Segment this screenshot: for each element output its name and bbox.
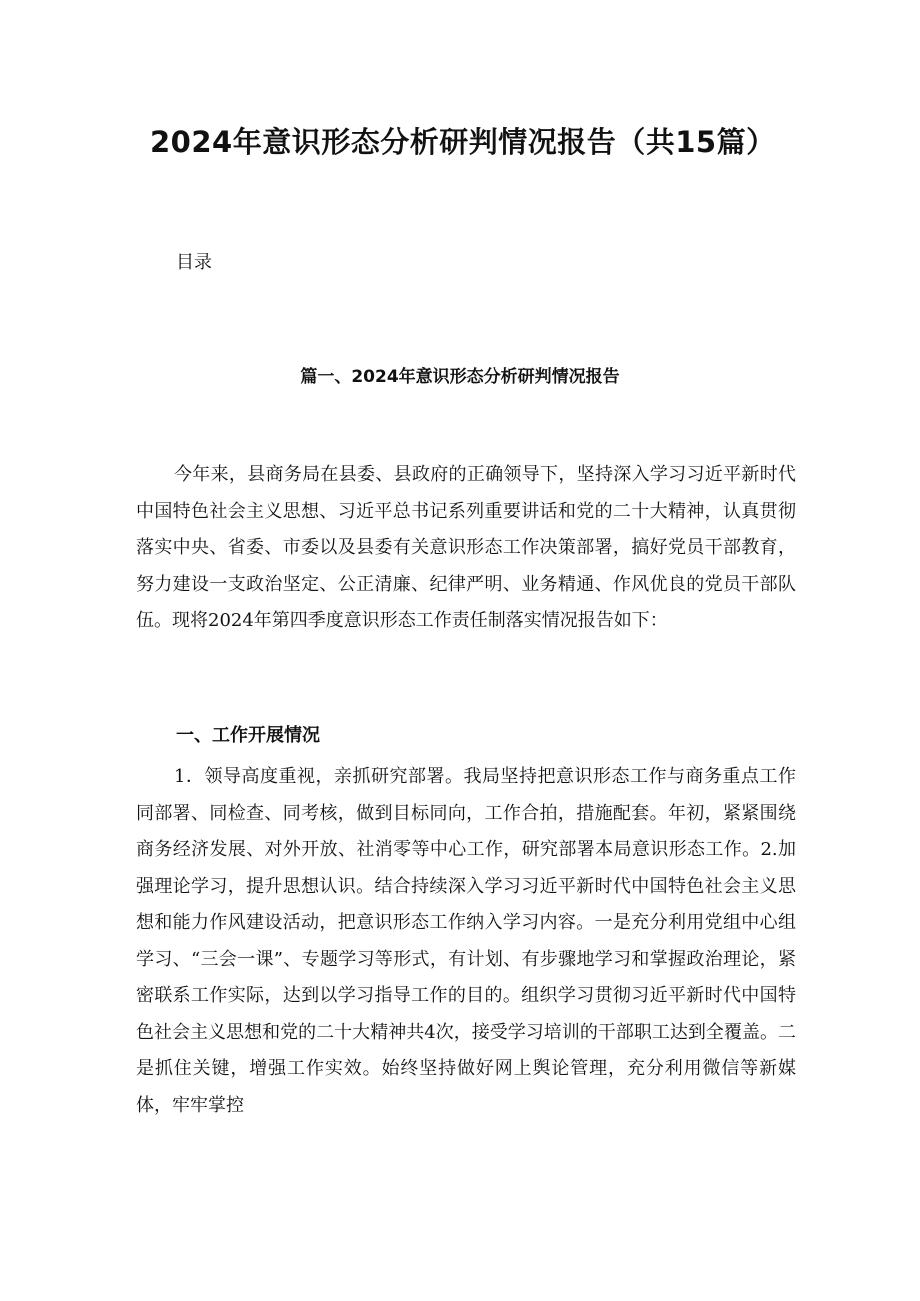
document-title: 2024年意识形态分析研判情况报告（共15篇） <box>150 125 776 159</box>
section-heading: 一、工作开展情况 <box>176 725 320 746</box>
section-paragraph: 1．领导高度重视，亲抓研究部署。我局坚持把意识形态工作与商务重点工作同部署、同检查、同考核，做到目标同向，工作合拍，措施配套。年初，紧紧围绕商务经济发展、对外开放、社消零等中心工作，研究部署本局意识形态工作。2.加强理论学习，提升思想认识。结合持续深入学习习近平新时代中国特色社会主义思想和能力作风建设活动，把意识形态工作纳入学习内容。一是充分利用党组中心组学习、“三会一课”、专题学习等形式，有计划、有步骤地学习和掌握政治理论，紧密联系工作实际，达到以学习指导工作的目的。组织学习贯彻习近平新时代中国特色社会主义思想和党的二十大精神共4次，接受学习培训的干部职工达到全覆盖。二是抓住关键，增强工作实效。始终坚持做好网上舆论管理，充分利用微信等新媒体，牢牢掌控 <box>136 766 796 1116</box>
intro-paragraph: 今年来，县商务局在县委、县政府的正确领导下，坚持深入学习习近平新时代中国特色社会主义思想、习近平总书记系列重要讲话和党的二十大精神，认真贯彻落实中央、省委、市委以及县委有关意识形态工作决策部署，搞好党员干部教育，努力建设一支政治坚定、公正清廉、纪律严明、业务精通、作风优良的党员干部队伍。现将2024年第四季度意识形态工作责任制落实情况报告如下： <box>136 464 796 631</box>
table-of-contents-label: 目录 <box>176 252 212 273</box>
chapter-heading: 篇一、2024年意识形态分析研判情况报告 <box>300 367 620 387</box>
